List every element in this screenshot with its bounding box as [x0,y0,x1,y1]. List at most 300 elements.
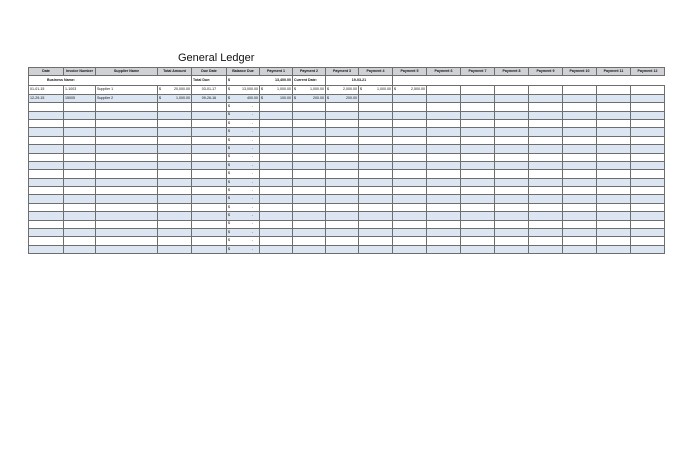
empty-cell [158,161,192,169]
empty-cell [158,245,192,253]
empty-cell [260,229,293,237]
empty-cell [461,119,495,127]
empty-cell [597,220,631,228]
empty-cell [495,187,529,195]
empty-cell [326,128,359,136]
empty-cell [260,136,293,144]
empty-cell [529,245,563,253]
empty-cell [293,212,326,220]
empty-cell [359,237,393,245]
empty-cell [64,237,96,245]
column-header: Supplier Name [96,68,158,76]
table-row [29,237,665,245]
invoice-cell: 15005 [64,94,96,102]
empty-cell [597,245,631,253]
empty-cell [64,153,96,161]
empty-cell [631,195,665,203]
empty-cell [96,145,158,153]
empty-cell [631,237,665,245]
empty-cell [192,136,227,144]
empty-cell [64,128,96,136]
empty-cell [29,220,64,228]
empty-cell [631,145,665,153]
empty-cell [29,119,64,127]
empty-cell [529,153,563,161]
empty-cell [192,187,227,195]
empty-cell [393,203,427,211]
empty-cell [64,203,96,211]
empty-cell [96,103,158,111]
empty-cell [326,111,359,119]
empty-cell [529,145,563,153]
empty-cell [359,195,393,203]
empty-cell [461,153,495,161]
empty-cell [260,111,293,119]
empty-cell [64,119,96,127]
current-date-value: 19-03-21 [326,76,393,86]
empty-cell [96,212,158,220]
empty-cell [96,229,158,237]
column-header: Total Amount [158,68,192,76]
empty-cell [597,153,631,161]
balance-due-cell: $ 400.00 [227,94,260,102]
table-row [29,128,665,136]
empty-cell [529,195,563,203]
empty-cell [64,136,96,144]
table-row [29,94,665,102]
balance-due-cell: $ - [227,153,260,161]
empty-cell [192,145,227,153]
empty-cell [158,229,192,237]
empty-cell [158,195,192,203]
empty-cell [293,111,326,119]
empty-cell [96,245,158,253]
empty-cell [96,203,158,211]
empty-cell [326,212,359,220]
table-row [29,245,665,253]
empty-cell [293,195,326,203]
empty-cell [529,187,563,195]
empty-cell [461,161,495,169]
empty-cell [359,229,393,237]
table-row [29,187,665,195]
empty-cell [359,145,393,153]
empty-cell [461,128,495,136]
empty-cell [563,170,597,178]
empty-cell [393,195,427,203]
empty-cell [631,153,665,161]
empty-cell [359,103,393,111]
empty-cell [293,153,326,161]
supplier-cell: Supplier 1 [96,86,158,94]
empty-cell [427,161,461,169]
empty-cell [29,128,64,136]
empty-cell [495,161,529,169]
empty-cell [326,161,359,169]
empty-cell [563,203,597,211]
balance-due-cell: $ - [227,220,260,228]
empty-cell [293,128,326,136]
table-row [29,203,665,211]
empty-cell [29,111,64,119]
empty-cell [326,178,359,186]
empty-cell [393,136,427,144]
payment-cell [529,94,563,102]
payment-cell [631,94,665,102]
empty-cell [359,170,393,178]
empty-cell [293,187,326,195]
payment-cell [495,86,529,94]
table-row [29,86,665,94]
empty-cell [461,111,495,119]
payment-cell [393,94,427,102]
empty-cell [427,103,461,111]
table-row [29,145,665,153]
balance-due-cell: $ - [227,212,260,220]
empty-cell [597,103,631,111]
table-row [29,136,665,144]
total-due-cell: $ 13,400.00 [227,76,293,86]
empty-cell [29,136,64,144]
empty-cell [64,111,96,119]
balance-due-cell: $ - [227,195,260,203]
empty-cell [293,170,326,178]
page-title: General Ledger [178,52,255,64]
column-header: Payment 11 [597,68,631,76]
empty-cell [461,212,495,220]
column-header: Balance Due [227,68,260,76]
empty-cell [631,220,665,228]
empty-cell [563,245,597,253]
empty-cell [29,245,64,253]
empty-cell [359,111,393,119]
empty-cell [260,103,293,111]
empty-cell [495,153,529,161]
empty-cell [529,161,563,169]
payment-cell: $ 1,000.00 [260,86,293,94]
empty-cell [529,170,563,178]
empty-cell [631,203,665,211]
column-header: Date [29,68,64,76]
empty-cell [393,103,427,111]
due-date-cell: 09-26-16 [192,94,227,102]
empty-cell [96,161,158,169]
empty-cell [393,220,427,228]
empty-cell [393,119,427,127]
empty-cell [359,161,393,169]
empty-cell [427,111,461,119]
column-header: Invoice Number [64,68,96,76]
empty-cell [192,153,227,161]
empty-cell [64,145,96,153]
payment-cell [631,86,665,94]
payment-cell: $ 100.00 [260,94,293,102]
empty-cell [563,128,597,136]
balance-due-cell: $ - [227,119,260,127]
empty-cell [260,178,293,186]
empty-cell [293,245,326,253]
empty-cell [427,195,461,203]
empty-cell [260,203,293,211]
empty-cell [326,195,359,203]
empty-cell [192,237,227,245]
table-row [29,178,665,186]
empty-cell [461,237,495,245]
empty-cell [359,153,393,161]
empty-cell [29,161,64,169]
empty-cell [158,111,192,119]
empty-cell [427,212,461,220]
empty-cell [563,195,597,203]
empty-cell [29,237,64,245]
empty-cell [359,136,393,144]
empty-cell [597,128,631,136]
empty-cell [495,119,529,127]
table-row [29,229,665,237]
empty-cell [192,229,227,237]
balance-due-cell: $ - [227,170,260,178]
empty-cell [192,203,227,211]
empty-cell [427,119,461,127]
balance-due-cell: $ - [227,145,260,153]
empty-cell [326,220,359,228]
empty-cell [393,161,427,169]
empty-cell [529,237,563,245]
empty-cell [427,237,461,245]
balance-due-cell: $ - [227,178,260,186]
empty-cell [495,203,529,211]
empty-cell [293,145,326,153]
empty-cell [631,245,665,253]
empty-cell [427,153,461,161]
payment-cell [461,86,495,94]
empty-cell [260,119,293,127]
empty-cell [64,170,96,178]
column-header: Payment 8 [495,68,529,76]
balance-due-cell: $ - [227,103,260,111]
business-name-label: Business Name: [29,76,192,86]
empty-cell [495,145,529,153]
empty-cell [393,212,427,220]
empty-cell [359,128,393,136]
empty-cell [563,237,597,245]
empty-cell [192,170,227,178]
empty-cell [359,245,393,253]
empty-cell [461,245,495,253]
empty-cell [260,187,293,195]
payment-cell [597,94,631,102]
column-header: Payment 12 [631,68,665,76]
empty-cell [29,153,64,161]
empty-cell [597,203,631,211]
payment-cell: $ 1,000.00 [359,86,393,94]
ledger-table [28,67,665,254]
empty-cell [326,145,359,153]
empty-cell [529,203,563,211]
empty-cell [158,170,192,178]
balance-due-cell: $ - [227,187,260,195]
empty-cell [597,136,631,144]
empty-cell [29,103,64,111]
payment-cell [563,86,597,94]
empty-cell [260,237,293,245]
empty-cell [260,212,293,220]
empty-cell [529,178,563,186]
due-date-cell: 03-01-17 [192,86,227,94]
payment-cell: $ 200.00 [293,94,326,102]
empty-cell [192,111,227,119]
empty-cell [96,128,158,136]
empty-cell [293,229,326,237]
empty-cell [597,161,631,169]
empty-cell [158,237,192,245]
empty-cell [495,195,529,203]
empty-cell [529,103,563,111]
empty-cell [293,178,326,186]
empty-cell [326,203,359,211]
empty-cell [326,170,359,178]
empty-cell [96,237,158,245]
empty-cell [359,220,393,228]
empty-cell [96,195,158,203]
empty-cell [461,203,495,211]
empty-cell [427,128,461,136]
balance-due-cell: $ - [227,128,260,136]
empty-cell [260,195,293,203]
table-row [29,103,665,111]
empty-cell [495,178,529,186]
empty-cell [326,237,359,245]
empty-cell [427,187,461,195]
table-row [29,212,665,220]
empty-cell [495,212,529,220]
empty-cell [29,178,64,186]
empty-cell [158,220,192,228]
empty-cell [461,229,495,237]
empty-cell [29,203,64,211]
total-amount-cell: $ 1,000.00 [158,94,192,102]
column-header: Payment 1 [260,68,293,76]
empty-cell [293,136,326,144]
empty-cell [631,136,665,144]
payment-cell [597,86,631,94]
empty-cell [495,237,529,245]
empty-cell [192,103,227,111]
payment-cell: $ 2,500.00 [393,86,427,94]
empty-cell [260,220,293,228]
empty-cell [563,187,597,195]
column-header: Payment 10 [563,68,597,76]
empty-cell [158,203,192,211]
empty-cell [597,111,631,119]
table-row [29,161,665,169]
payment-cell [359,94,393,102]
empty-cell [563,136,597,144]
empty-cell [529,119,563,127]
balance-due-cell: $ - [227,136,260,144]
empty-cell [631,119,665,127]
empty-cell [64,187,96,195]
empty-cell [359,212,393,220]
empty-cell [461,145,495,153]
empty-cell [64,178,96,186]
empty-cell [597,178,631,186]
empty-cell [393,178,427,186]
empty-cell [192,195,227,203]
column-header: Payment 9 [529,68,563,76]
empty-cell [563,212,597,220]
empty-cell [192,245,227,253]
empty-cell [495,111,529,119]
empty-cell [495,229,529,237]
empty-cell [158,119,192,127]
empty-cell [64,212,96,220]
table-row [29,170,665,178]
empty-cell [461,178,495,186]
empty-cell [29,212,64,220]
empty-cell [563,161,597,169]
empty-cell [631,103,665,111]
empty-cell [495,103,529,111]
empty-cell [359,178,393,186]
empty-cell [563,153,597,161]
column-header-row [29,68,665,76]
empty-cell [427,220,461,228]
empty-cell [393,187,427,195]
empty-cell [631,161,665,169]
empty-cell [529,220,563,228]
empty-cell [96,136,158,144]
empty-cell [359,119,393,127]
empty-cell [631,111,665,119]
payment-cell [427,86,461,94]
payment-cell [529,86,563,94]
payment-cell [427,94,461,102]
supplier-cell: Supplier 2 [96,94,158,102]
payment-cell [461,94,495,102]
empty-cell [393,237,427,245]
empty-cell [495,128,529,136]
empty-cell [461,220,495,228]
empty-cell [393,111,427,119]
empty-cell [563,178,597,186]
balance-due-cell: $ - [227,203,260,211]
empty-cell [461,170,495,178]
empty-cell [393,229,427,237]
empty-cell [192,178,227,186]
empty-cell [158,153,192,161]
empty-cell [260,170,293,178]
empty-cell [158,145,192,153]
empty-cell [326,153,359,161]
empty-cell [64,161,96,169]
empty-cell [495,220,529,228]
column-header: Payment 5 [393,68,427,76]
empty-cell [597,229,631,237]
empty-cell [631,128,665,136]
empty-cell [326,119,359,127]
empty-cell [293,119,326,127]
empty-cell [293,103,326,111]
empty-cell [427,229,461,237]
empty-cell [529,229,563,237]
empty-cell [96,119,158,127]
empty-cell [293,161,326,169]
payment-cell: $ 200.00 [326,94,359,102]
balance-due-cell: $ - [227,111,260,119]
balance-due-cell: $ 13,000.00 [227,86,260,94]
payment-cell: $ 1,000.00 [293,86,326,94]
